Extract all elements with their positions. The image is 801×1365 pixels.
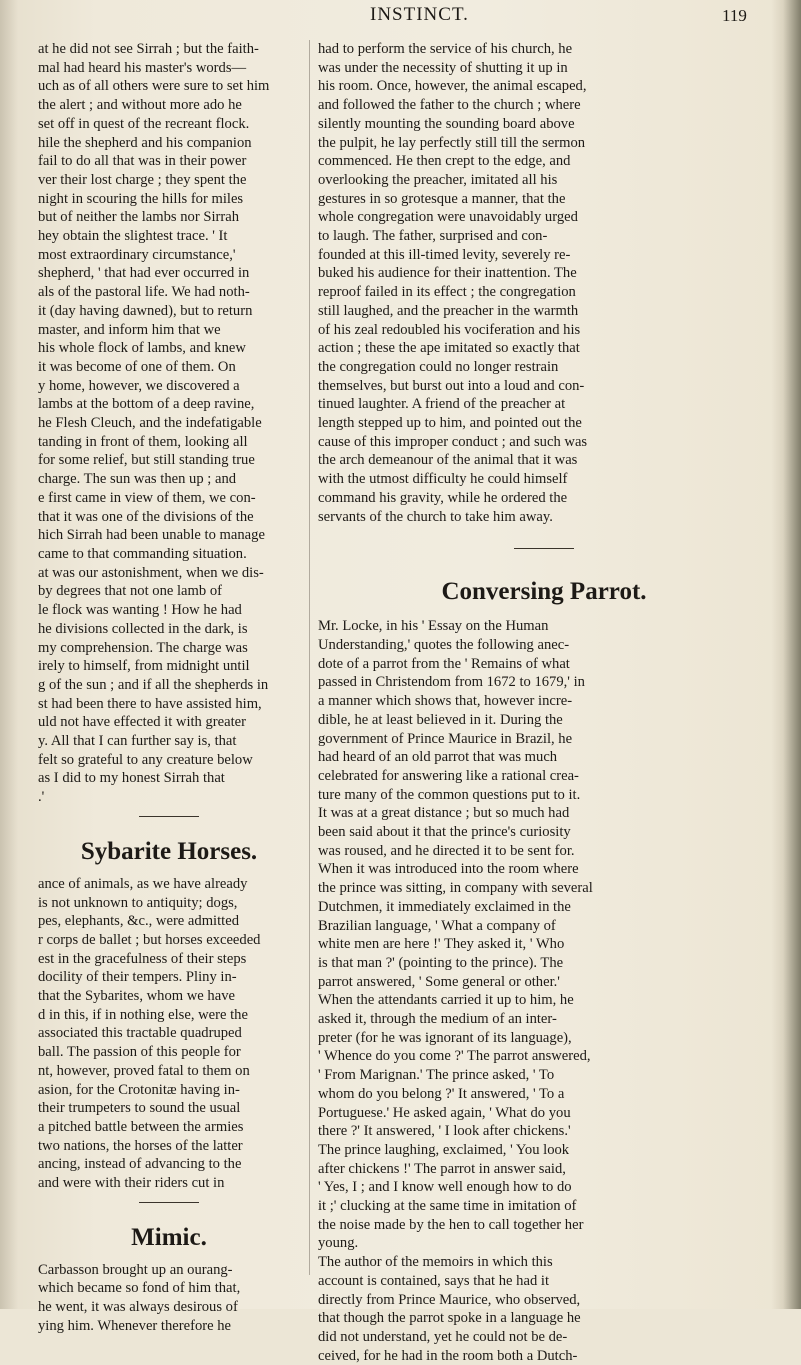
text-line: Dutchmen, it immediately exclaimed in the bbox=[318, 898, 571, 915]
text-line: .' bbox=[38, 789, 45, 806]
text-line: ver their lost charge ; they spent the bbox=[38, 171, 247, 188]
page-header bbox=[0, 4, 801, 30]
text-line: y home, however, we discovered a bbox=[38, 377, 240, 394]
sybarite-horses-text bbox=[38, 875, 300, 1193]
text-line: the congregation could no longer restrain bbox=[318, 358, 559, 375]
text-line: directly from Prince Maurice, who observed, bbox=[318, 1291, 581, 1308]
shepherd-story-text bbox=[38, 40, 300, 807]
text-line: government of Prince Maurice in Brazil, he bbox=[318, 730, 573, 747]
text-line: there ?' It answered, ' I look after chickens.' bbox=[318, 1123, 571, 1140]
text-line: tinued laughter. A friend of the preacher at bbox=[318, 396, 566, 413]
text-line: most extraordinary circumstance,' bbox=[38, 246, 236, 263]
text-line: gestures in so grotesque a manner, that the bbox=[318, 190, 566, 207]
text-line: ball. The passion of this people for bbox=[38, 1044, 241, 1061]
text-line: ceived, for he had in the room both a Dutch- bbox=[318, 1347, 578, 1364]
text-line: It was at a great distance ; but so much had bbox=[318, 805, 570, 822]
text-line: fail to do all that was in their power bbox=[38, 153, 247, 170]
text-line: founded at this ill-timed levity, severely re- bbox=[318, 246, 571, 263]
text-line: associated this tractable quadruped bbox=[38, 1025, 242, 1042]
text-line: his room. Once, however, the animal escaped, bbox=[318, 78, 587, 95]
text-line: that though the parrot spoke in a language he bbox=[318, 1310, 581, 1327]
text-line: the arch demeanour of the animal that it was bbox=[318, 452, 578, 469]
text-line: docility of their tempers. Pliny in- bbox=[38, 969, 237, 986]
text-line: felt so grateful to any creature below bbox=[38, 751, 253, 768]
section-rule bbox=[139, 1202, 199, 1203]
text-line: ' Yes, I ; and I know well enough how to do bbox=[318, 1179, 572, 1196]
text-line: to laugh. The father, surprised and con- bbox=[318, 228, 548, 245]
text-line: als of the pastoral life. We had noth- bbox=[38, 284, 250, 301]
text-line: nt, however, proved fatal to them on bbox=[38, 1062, 250, 1079]
text-line: length stepped up to him, and pointed out the bbox=[318, 415, 582, 432]
text-line: my comprehension. The charge was bbox=[38, 639, 248, 656]
text-line: Brazilian language, ' What a company of bbox=[318, 917, 556, 934]
text-line: shepherd, ' that had ever occurred in bbox=[38, 265, 250, 282]
left-column bbox=[38, 40, 300, 1336]
text-line: command his gravity, while he ordered the bbox=[318, 489, 568, 506]
page-number: 119 bbox=[722, 6, 747, 25]
text-line: overlooking the preacher, imitated all his bbox=[318, 171, 558, 188]
text-line: set off in quest of the recreant flock. bbox=[38, 115, 250, 132]
text-line: that the Sybarites, whom we have bbox=[38, 988, 235, 1005]
text-line: y. All that I can further say is, that bbox=[38, 733, 237, 750]
text-line: e first came in view of them, we con- bbox=[38, 489, 256, 506]
text-line: The author of the memoirs in which this bbox=[318, 1254, 553, 1271]
section-rule bbox=[514, 548, 574, 549]
text-line: ancing, instead of advancing to the bbox=[38, 1156, 242, 1173]
text-line: he went, it was always desirous of bbox=[38, 1299, 238, 1316]
text-line: his whole flock of lambs, and knew bbox=[38, 340, 246, 357]
text-line: irely to himself, from midnight until bbox=[38, 658, 250, 675]
text-line: Carbasson brought up an ourang- bbox=[38, 1261, 233, 1278]
text-line: ance of animals, as we have already bbox=[38, 875, 248, 892]
text-line: it ;' clucking at the same time in imitation of bbox=[318, 1198, 577, 1215]
text-line: silently mounting the sounding board above bbox=[318, 115, 575, 132]
text-line: had heard of an old parrot that was much bbox=[318, 749, 558, 766]
text-line: parrot answered, ' Some general or other.' bbox=[318, 973, 560, 990]
text-line: the pulpit, he lay perfectly still till the sermon bbox=[318, 134, 586, 151]
text-line: Mr. Locke, in his ' Essay on the Human bbox=[318, 618, 549, 635]
text-line: uch as of all others were sure to set him bbox=[38, 78, 270, 95]
text-line: was under the necessity of shutting it up in bbox=[318, 59, 568, 76]
text-line: after chickens !' The parrot in answer said, bbox=[318, 1160, 566, 1177]
text-line: celebrated for answering like a rational crea- bbox=[318, 767, 579, 784]
column-divider bbox=[309, 40, 310, 1275]
running-head: INSTINCT. bbox=[370, 4, 469, 25]
text-line: still laughed, and the preacher in the warmth bbox=[318, 302, 579, 319]
text-line: asion, for the Crotonitæ having in- bbox=[38, 1081, 240, 1098]
text-line: r corps de ballet ; but horses exceeded bbox=[38, 931, 261, 948]
text-line: at was our astonishment, when we dis- bbox=[38, 564, 264, 581]
text-line: buked his audience for their inattention. The bbox=[318, 265, 577, 282]
text-line: Understanding,' quotes the following anec- bbox=[318, 636, 570, 653]
section-title-sybarite-horses: Sybarite Horses. bbox=[80, 837, 258, 865]
text-line: passed in Christendom from 1672 to 1679,' in bbox=[318, 674, 585, 691]
text-line: he Flesh Cleuch, and the indefatigable bbox=[38, 415, 262, 432]
text-line: dible, he at least believed in it. During the bbox=[318, 711, 563, 728]
text-line: hey obtain the slightest trace. ' It bbox=[38, 228, 228, 245]
text-line: been said about it that the prince's curiosity bbox=[318, 824, 571, 841]
section-title-conversing-parrot: Conversing Parrot. bbox=[441, 578, 647, 606]
conversing-parrot-text bbox=[318, 617, 770, 1365]
text-line: young. bbox=[318, 1235, 359, 1252]
text-line: is not unknown to antiquity; dogs, bbox=[38, 894, 238, 911]
text-line: themselves, but burst out into a loud and con- bbox=[318, 377, 585, 394]
text-line: pes, elephants, &c., were admitted bbox=[38, 913, 239, 930]
text-line: d in this, if in nothing else, were the bbox=[38, 1006, 248, 1023]
text-line: tanding in front of them, looking all bbox=[38, 433, 248, 450]
section-rule bbox=[139, 816, 199, 817]
text-line: ' From Marignan.' The prince asked, ' To bbox=[318, 1067, 555, 1084]
text-line: it was become of one of them. On bbox=[38, 358, 236, 375]
text-line: ture many of the common questions put to it. bbox=[318, 786, 581, 803]
text-line: hile the shepherd and his companion bbox=[38, 134, 252, 151]
text-line: was roused, and he directed it to be sent for. bbox=[318, 842, 575, 859]
text-line: account is contained, says that he had it bbox=[318, 1272, 549, 1289]
text-line: uld not have effected it with greater bbox=[38, 714, 247, 731]
text-line: master, and inform him that we bbox=[38, 321, 221, 338]
text-line: the noise made by the hen to call together her bbox=[318, 1216, 584, 1233]
text-line: and followed the father to the church ; where bbox=[318, 97, 581, 114]
text-line: a manner which shows that, however incre- bbox=[318, 693, 573, 710]
text-line: dote of a parrot from the ' Remains of what bbox=[318, 655, 570, 672]
text-line: the prince was sitting, in company with several bbox=[318, 880, 593, 897]
text-line: ying him. Whenever therefore he bbox=[38, 1317, 232, 1334]
text-line: as I did to my honest Sirrah that bbox=[38, 770, 225, 787]
page-left-edge-shading bbox=[0, 0, 18, 1309]
text-line: for some relief, but still standing true bbox=[38, 452, 255, 469]
text-line: cause of this improper conduct ; and such was bbox=[318, 433, 588, 450]
text-line: Portuguese.' He asked again, ' What do you bbox=[318, 1104, 571, 1121]
text-line: lambs at the bottom of a deep ravine, bbox=[38, 396, 255, 413]
text-line: white men are here !' They asked it, ' Who bbox=[318, 936, 565, 953]
text-line: servants of the church to take him away. bbox=[318, 508, 553, 525]
text-line: of his zeal redoubled his vociferation and his bbox=[318, 321, 581, 338]
text-line: charge. The sun was then up ; and bbox=[38, 471, 237, 488]
text-line: by degrees that not one lamb of bbox=[38, 583, 222, 600]
text-line: When the attendants carried it up to him, he bbox=[318, 992, 574, 1009]
text-line: had to perform the service of his church, he bbox=[318, 41, 573, 57]
text-line: did not understand, yet he could not be de- bbox=[318, 1329, 568, 1345]
right-column bbox=[318, 40, 770, 1365]
text-line: le flock was wanting ! How he had bbox=[38, 602, 242, 619]
text-line: at he did not see Sirrah ; but the faith- bbox=[38, 41, 259, 57]
mimic-text bbox=[38, 1261, 300, 1336]
text-line: whom do you belong ?' It answered, ' To a bbox=[318, 1085, 565, 1102]
text-line: with the utmost difficulty he could himself bbox=[318, 471, 568, 488]
text-line: When it was introduced into the room where bbox=[318, 861, 579, 878]
text-line: st had been there to have assisted him, bbox=[38, 695, 262, 712]
text-line: whole congregation were unavoidably urged bbox=[318, 209, 578, 226]
text-line: commenced. He then crept to the edge, and bbox=[318, 153, 571, 170]
text-line: came to that commanding situation. bbox=[38, 545, 247, 562]
text-line: The prince laughing, exclaimed, ' You look bbox=[318, 1141, 570, 1158]
binding-gutter-shadow bbox=[771, 0, 801, 1309]
text-line: action ; these the ape imitated so exactly that bbox=[318, 340, 580, 357]
text-line: and were with their riders cut in bbox=[38, 1175, 225, 1192]
text-line: which became so fond of him that, bbox=[38, 1280, 241, 1297]
text-line: est in the gracefulness of their steps bbox=[38, 950, 247, 967]
text-line: it (day having dawned), but to return bbox=[38, 302, 253, 319]
text-line: ' Whence do you come ?' The parrot answered, bbox=[318, 1048, 591, 1065]
text-line: but of neither the lambs nor Sirrah bbox=[38, 209, 240, 226]
text-line: g of the sun ; and if all the shepherds in bbox=[38, 676, 269, 693]
text-line: preter (for he was ignorant of its language), bbox=[318, 1029, 572, 1046]
section-title-mimic: Mimic. bbox=[131, 1223, 207, 1251]
text-line: two nations, the horses of the latter bbox=[38, 1137, 243, 1154]
text-line: he divisions collected in the dark, is bbox=[38, 620, 248, 637]
text-line: hich Sirrah had been unable to manage bbox=[38, 527, 265, 544]
text-line: the alert ; and without more ado he bbox=[38, 97, 242, 114]
text-line: is that man ?' (pointing to the prince). The bbox=[318, 954, 564, 971]
text-line: mal had heard his master's words— bbox=[38, 59, 247, 76]
text-line: a pitched battle between the armies bbox=[38, 1118, 244, 1135]
text-line: asked it, through the medium of an inter- bbox=[318, 1011, 557, 1028]
text-line: night in scouring the hills for miles bbox=[38, 190, 244, 207]
text-line: reproof failed in its effect ; the congregation bbox=[318, 284, 576, 301]
text-line: that it was one of the divisions of the bbox=[38, 508, 254, 525]
text-line: their trumpeters to sound the usual bbox=[38, 1100, 241, 1117]
mimic-continued-text bbox=[318, 40, 770, 526]
